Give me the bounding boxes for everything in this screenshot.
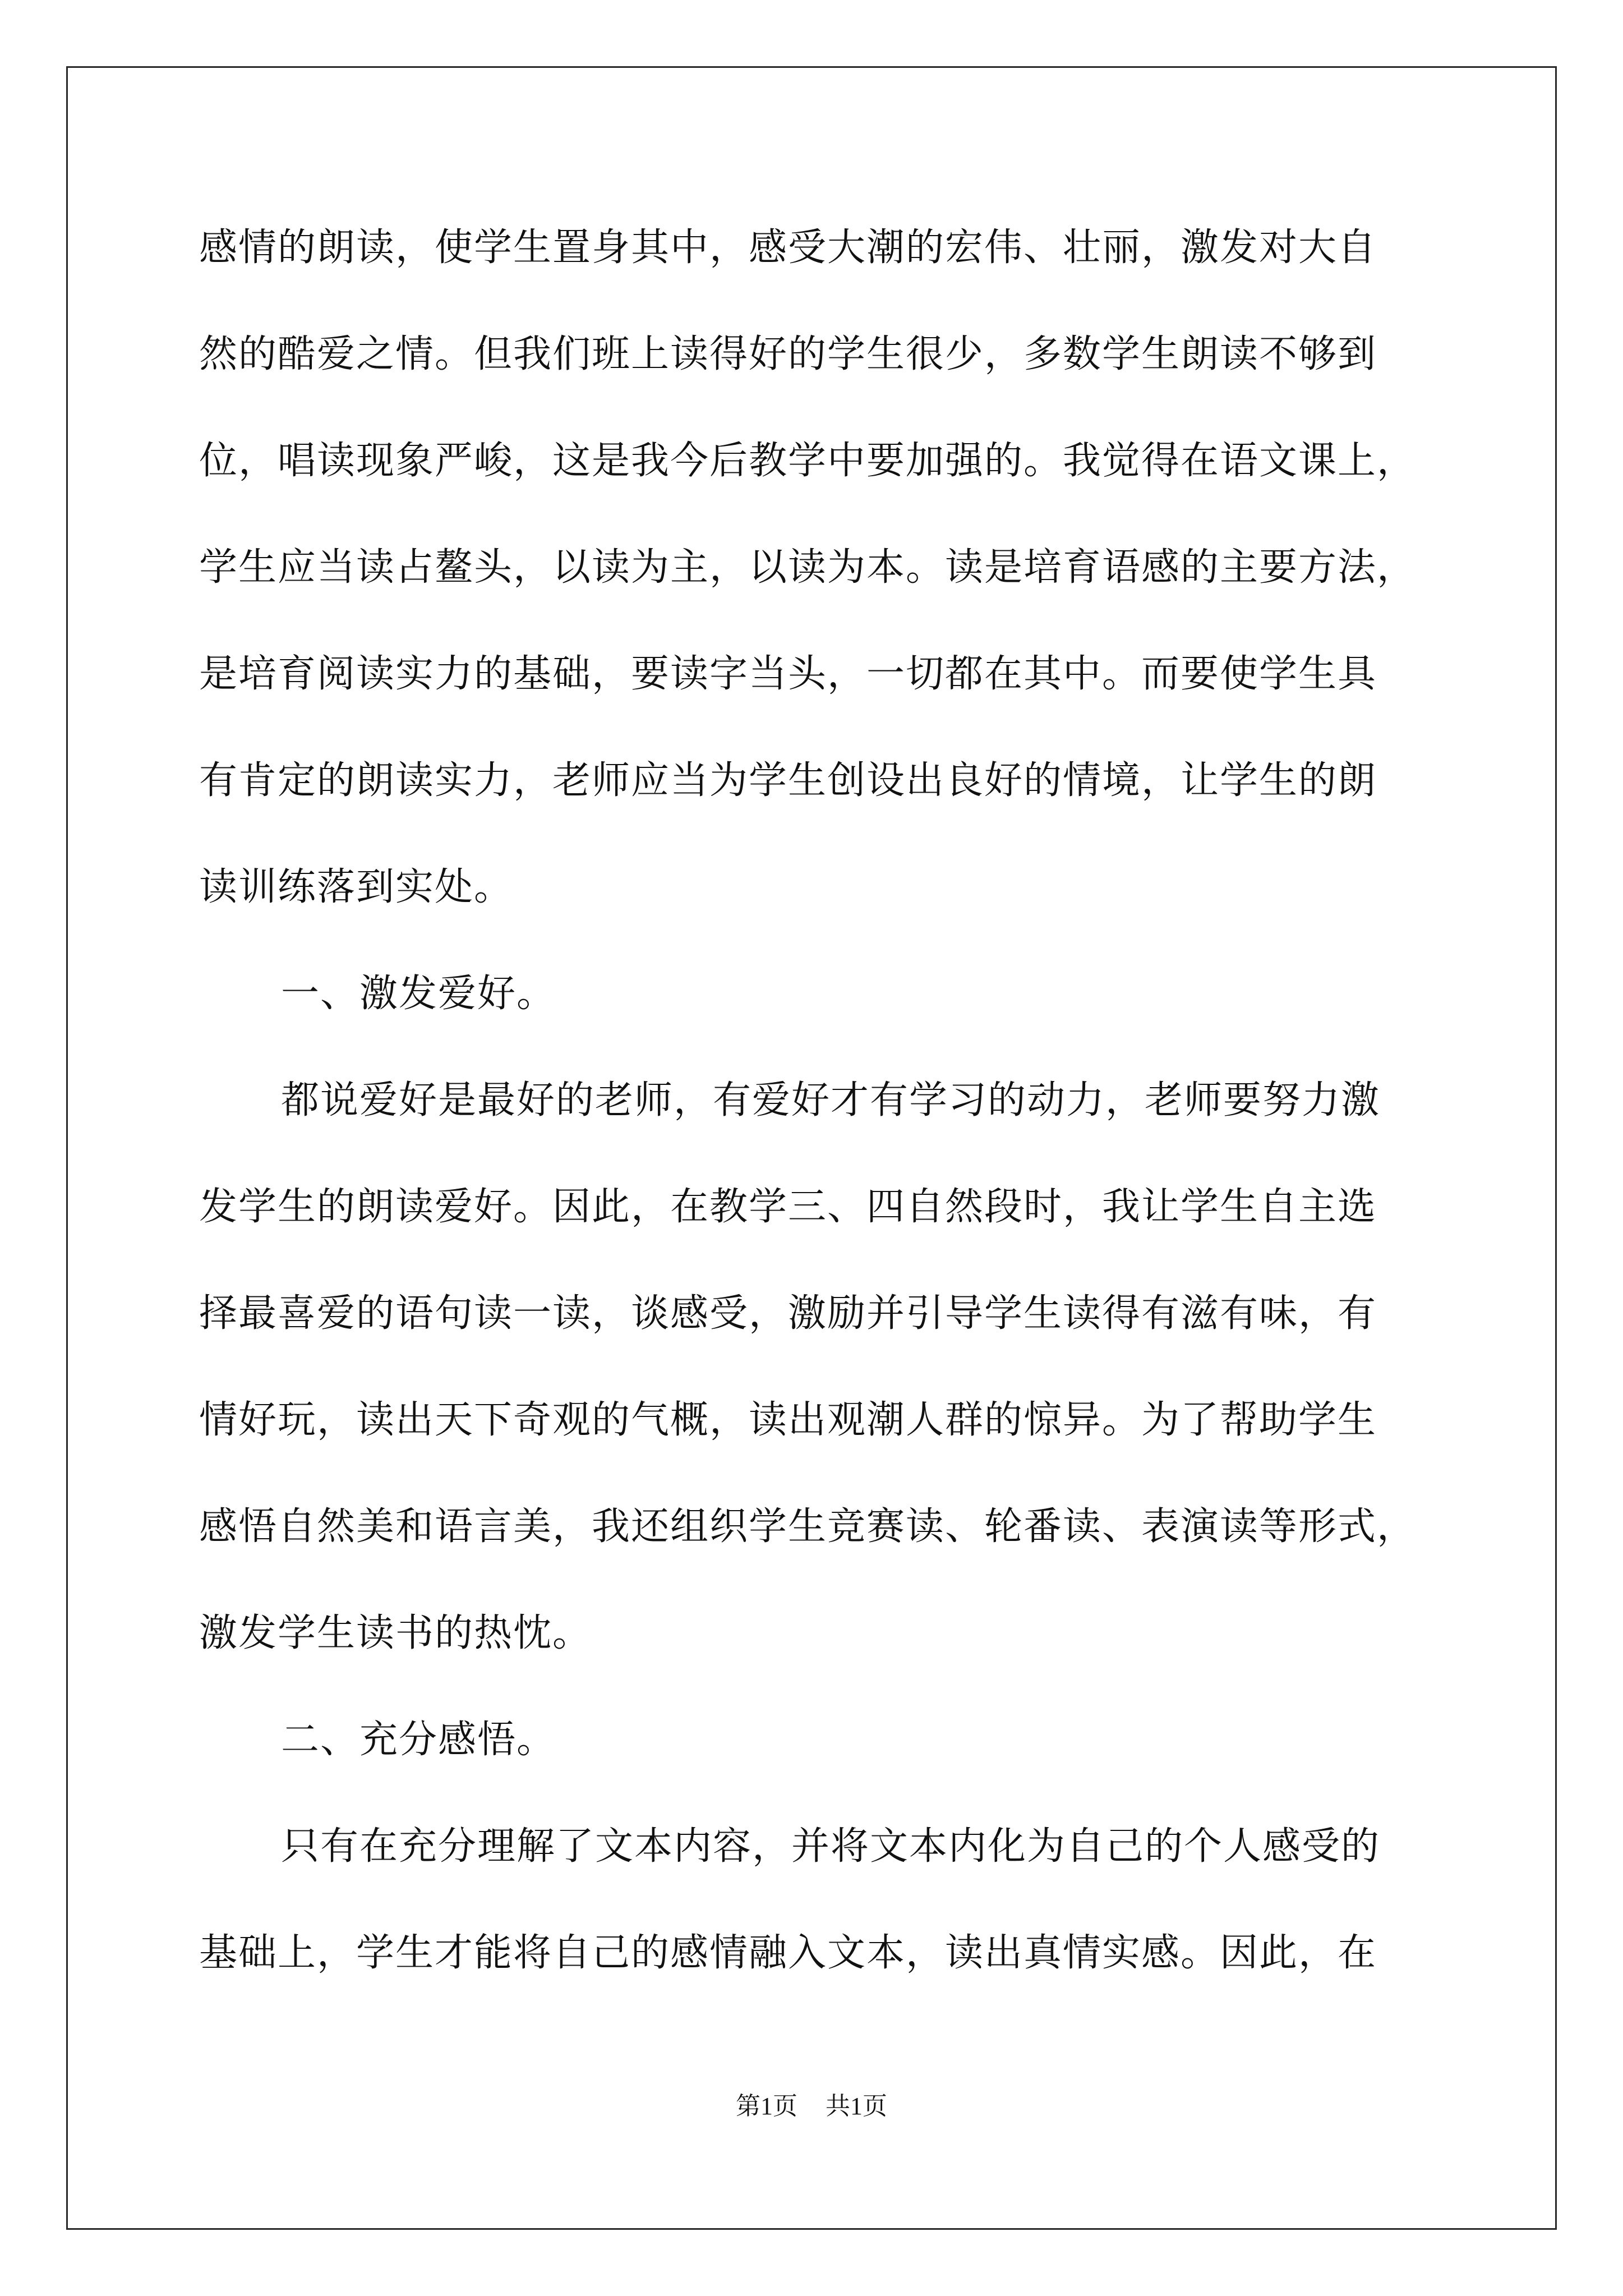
- text-line: 都说爱好是最好的老师，有爱好才有学习的动力，老师要努力激: [281, 1078, 1381, 1122]
- text-line: 感情的朗读，使学生置身其中，感受大潮的宏伟、壮丽，激发对大自: [199, 226, 1377, 270]
- text-line: 是培育阅读实力的基础，要读字当头，一切都在其中。而要使学生具: [199, 652, 1377, 696]
- text-line: 读训练落到实处。: [199, 865, 514, 909]
- text-line: 位，唱读现象严峻，这是我今后教学中要加强的。我觉得在语文课上，: [199, 439, 1417, 483]
- section-heading: 二、充分感悟。: [281, 1718, 556, 1762]
- text-line: 只有在充分理解了文本内容，并将文本内化为自己的个人感受的: [281, 1824, 1381, 1869]
- document-body: [199, 220, 1472, 2032]
- text-line: 然的酷爱之情。但我们班上读得好的学生很少，多数学生朗读不够到: [199, 332, 1377, 376]
- text-line: 基础上，学生才能将自己的感情融入文本，读出真情实感。因此，在: [199, 1931, 1377, 1975]
- section-heading: 一、激发爱好。: [281, 972, 556, 1016]
- text-line: 感悟自然美和语言美，我还组织学生竞赛读、轮番读、表演读等形式，: [199, 1504, 1417, 1549]
- text-line: 有肯定的朗读实力，老师应当为学生创设出良好的情境，让学生的朗: [199, 758, 1377, 803]
- page-footer: [0, 2090, 1623, 2123]
- text-line: 择最喜爱的语句读一读，谈感受，激励并引导学生读得有滋有味，有: [199, 1291, 1377, 1336]
- text-line: 激发学生读书的热忱。: [199, 1611, 592, 1655]
- text-line: 情好玩，读出天下奇观的气概，读出观潮人群的惊异。为了帮助学生: [199, 1398, 1377, 1442]
- text-line: 发学生的朗读爱好。因此，在教学三、四自然段时，我让学生自主选: [199, 1185, 1377, 1229]
- text-line: 学生应当读占鳌头，以读为主，以读为本。读是培育语感的主要方法，: [199, 545, 1417, 590]
- page-total: 共1页: [826, 2092, 887, 2120]
- page-number: 第1页: [736, 2092, 797, 2120]
